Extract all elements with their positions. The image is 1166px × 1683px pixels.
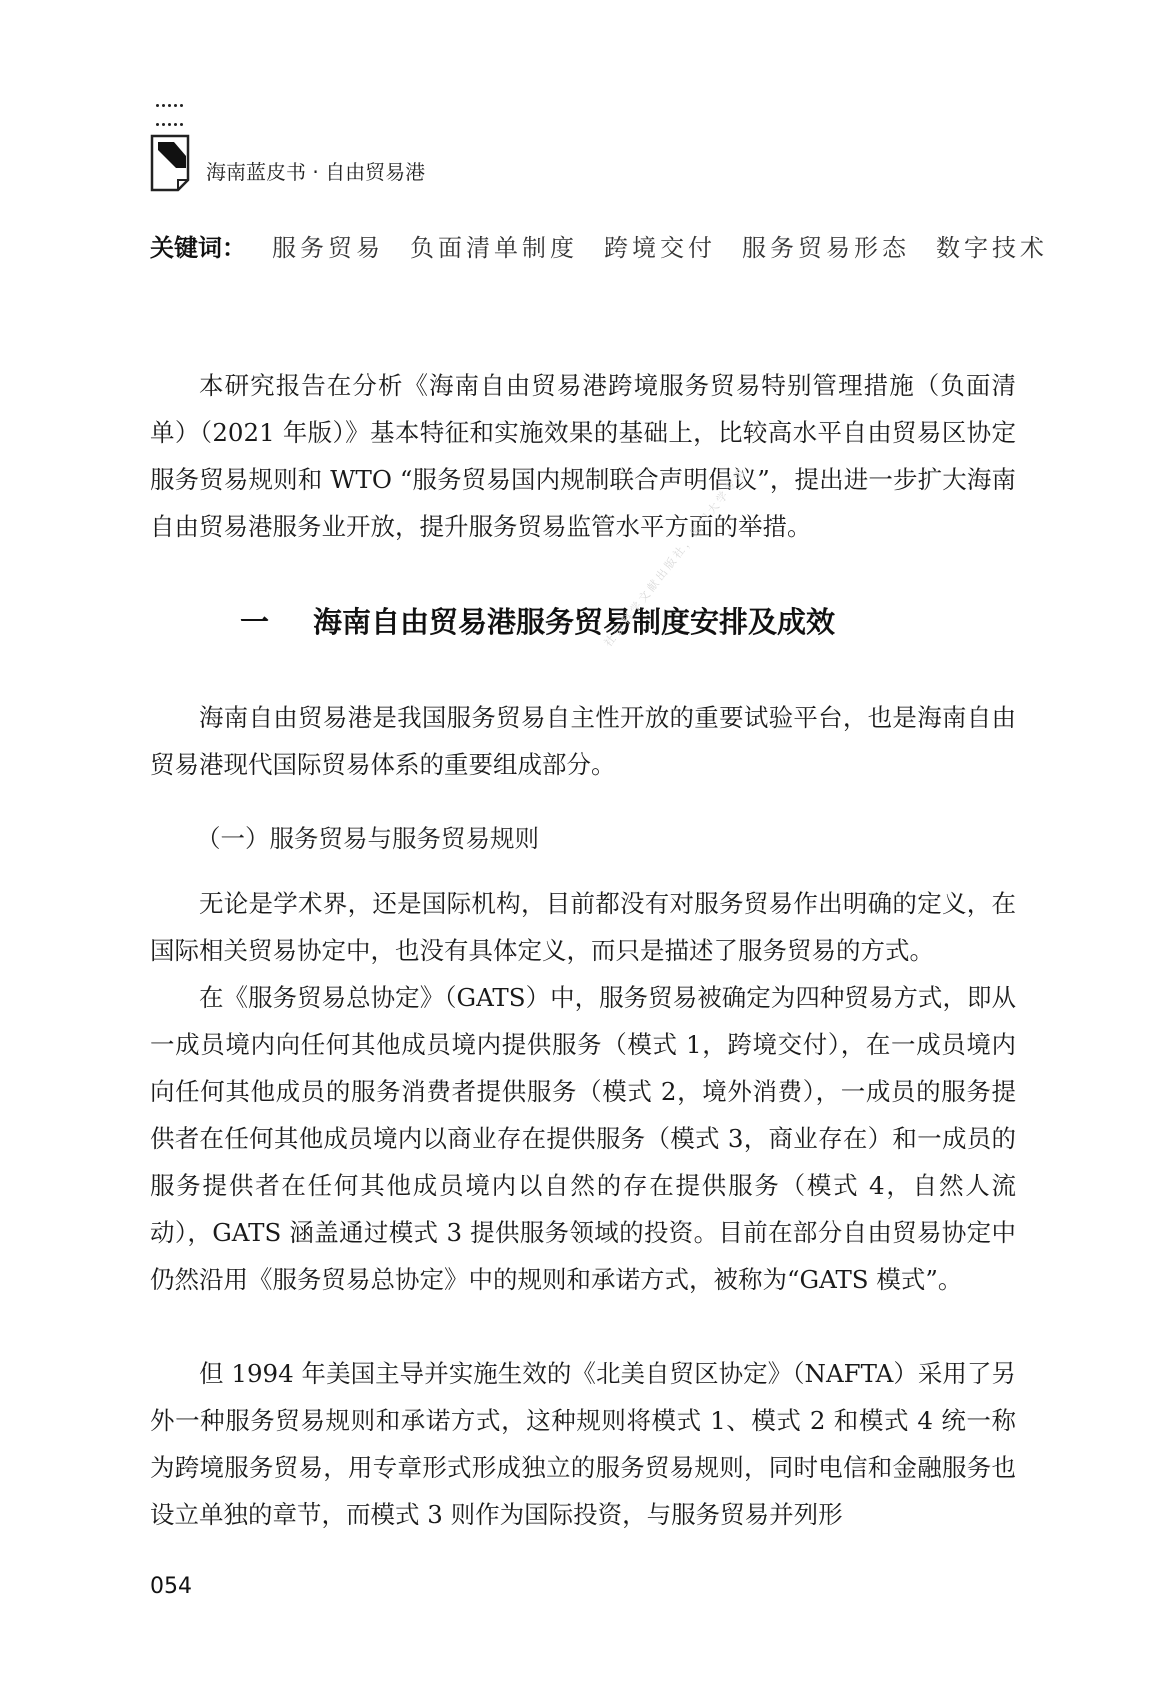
- body-paragraph-1: 无论是学术界，还是国际机构，目前都没有对服务贸易作出明确的定义，在国际相关贸易协定中，也没有具体定义，而只是描述了服务贸易的方式。: [150, 889, 1016, 965]
- page-number: 054: [150, 1574, 192, 1599]
- section-heading: [240, 600, 835, 641]
- body-paragraph-2: 在《服务贸易总协定》（GATS）中，服务贸易被确定为四种贸易方式，即从一成员境内向任何其他成员境内提供服务（模式 1，跨境交付），在一成员境内向任何其他成员的服务消费者提供服务（模式 2，境外消费），一成员的服务提供者在任何其他成员境内以商业存在提供服务（模式 3，商业存在）和一成员的服务提供者在任何其他成员境内以自然的存在提供服务（模式 4，自然人流动），GATS 涵盖通过模式 3 提供服务领域的投资。目前在部分自由贸易协定中仍然沿用《服务贸易总协定》中的规则和承诺方式，被称为“GATS 模式”。: [150, 983, 1016, 1294]
- folded-page-icon: [150, 134, 192, 192]
- keywords-label: 关键词：: [150, 234, 246, 262]
- body-paragraph-3: 但 1994 年美国主导并实施生效的《北美自贸区协定》（NAFTA）采用了另外一种服务贸易规则和承诺方式，这种规则将模式 1、模式 2 和模式 4 统一称为跨境服务贸易，用专章形式形成独立的服务贸易规则，同时电信和金融服务也设立单独的章节，而模式 3 则作为国际投资，与服务贸易并列形: [150, 1359, 1016, 1529]
- subsection-heading: （一）服务贸易与服务贸易规则: [196, 824, 539, 853]
- keyword-item: 负面清单制度: [410, 234, 578, 262]
- keyword-item: 服务贸易形态: [742, 234, 910, 262]
- keyword-item: 跨境交付: [604, 234, 716, 262]
- keyword-item: 数字技术: [936, 234, 1048, 262]
- section-intro-paragraph: 海南自由贸易港是我国服务贸易自主性开放的重要试验平台，也是海南自由贸易港现代国际贸易体系的重要组成部分。: [150, 703, 1016, 779]
- keyword-item: 服务贸易: [272, 234, 384, 262]
- watermark: 社会科学文献出版社，厦门大学专用: [601, 464, 750, 650]
- abstract-paragraph: 本研究报告在分析《海南自由贸易港跨境服务贸易特别管理措施（负面清单）（2021 年版）》基本特征和实施效果的基础上，比较高水平自由贸易区协定服务贸易规则和 WTO “服务贸易国内规制联合声明倡议”，提出进一步扩大海南自由贸易港服务业开放，提升服务贸易监管水平方面的举措。: [150, 371, 1016, 541]
- running-header: [150, 96, 530, 196]
- keywords-line: [150, 228, 1048, 263]
- section-number: 一: [240, 605, 270, 639]
- header-title: 海南蓝皮书 · 自由贸易港: [206, 160, 426, 184]
- section-title: 海南自由贸易港服务贸易制度安排及成效: [313, 605, 836, 639]
